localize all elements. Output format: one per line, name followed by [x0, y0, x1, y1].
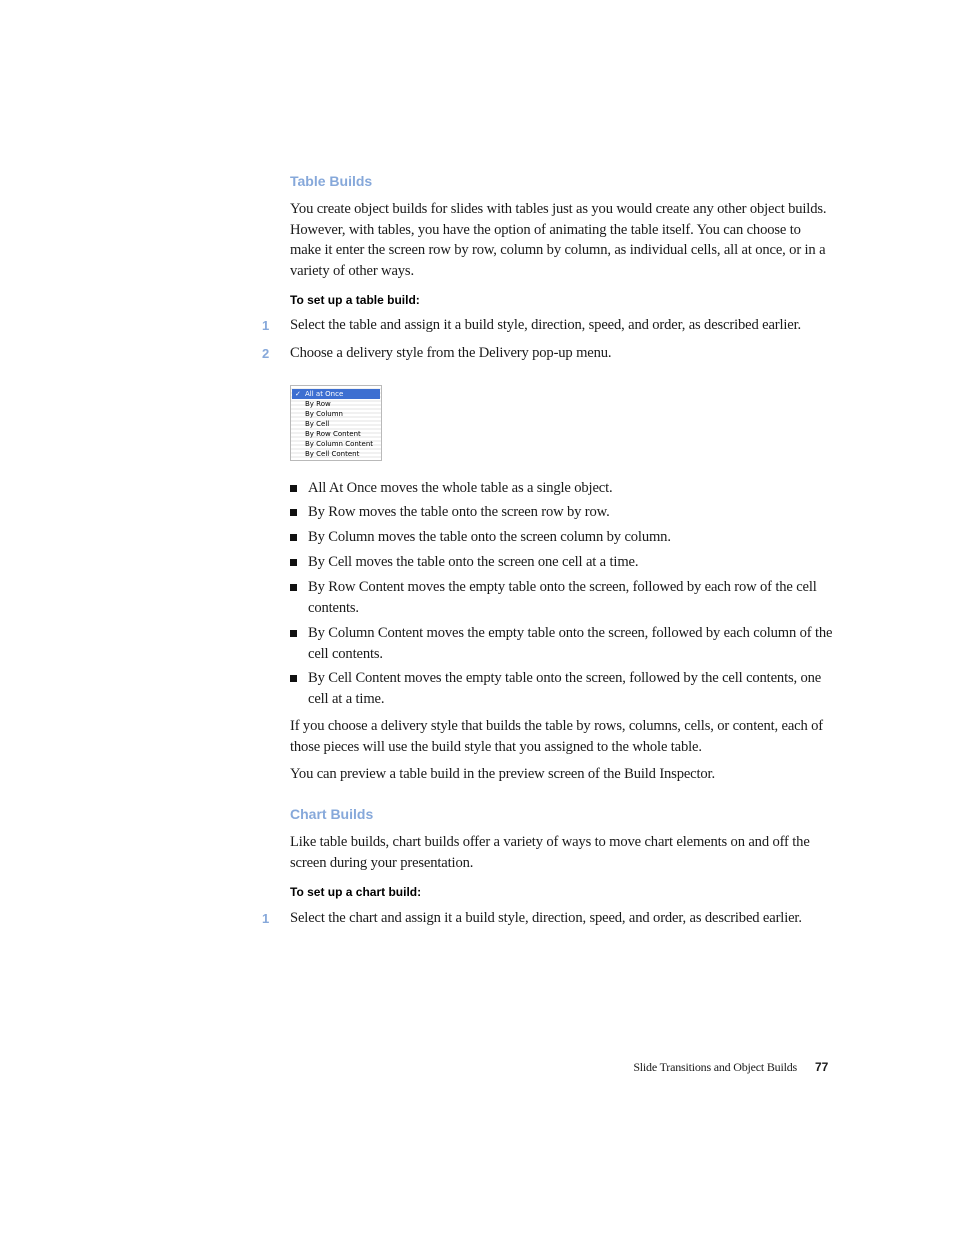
menu-item-by-row-content	[292, 429, 380, 439]
list-item: By Row Content moves the empty table onto the screen, followed by each row of the cell contents.	[308, 579, 817, 616]
chart-builds-intro: Like table builds, chart builds offer a variety of ways to move chart elements on and off the screen during your presentation.	[290, 834, 810, 871]
menu-item-label: By Cell	[305, 420, 330, 428]
menu-item-label: By Column	[305, 410, 343, 418]
chart-step-number-1: 1	[262, 911, 270, 926]
step-text-2: Choose a delivery style from the Delivery pop-up menu.	[290, 345, 612, 361]
bullet-icon	[290, 485, 297, 492]
footer-section-title: Slide Transitions and Object Builds	[633, 1060, 797, 1074]
menu-item-label: By Column Content	[305, 440, 374, 448]
bullet-icon	[290, 584, 297, 591]
page-number: 77	[815, 1060, 829, 1074]
chart-builds-heading: Chart Builds	[290, 806, 374, 822]
list-item: By Column moves the table onto the screen column by column.	[308, 529, 671, 545]
list-item: By Cell Content moves the empty table onto the screen, followed by the cell contents, one cell at a time.	[308, 670, 822, 707]
menu-item-label: By Row Content	[305, 430, 361, 438]
table-builds-intro: You create object builds for slides with tables just as you would create any other object builds. However, with tables, you have the option of animating the table itself. You can choose to make it enter the screen row by row, column by column, as individual cells, all at once, or in a variety of other ways.	[290, 201, 827, 279]
step-number-1: 1	[262, 318, 270, 333]
menu-item-all-at-once	[292, 389, 380, 399]
list-item: All At Once moves the whole table as a single object.	[308, 480, 613, 496]
chart-build-subhead: To set up a chart build:	[290, 885, 422, 899]
bullet-icon	[290, 534, 297, 541]
menu-item-by-column-content	[292, 439, 380, 449]
list-item: By Cell moves the table onto the screen one cell at a time.	[308, 554, 639, 570]
bullet-icon	[290, 559, 297, 566]
menu-item-label: By Row	[305, 400, 331, 408]
menu-item-by-column	[292, 409, 380, 419]
delivery-style-paragraph: If you choose a delivery style that builds the table by rows, columns, cells, or content, each of those pieces will use the build style that you assigned to the whole table.	[290, 718, 823, 755]
delivery-popup-menu	[290, 385, 382, 461]
bullet-icon	[290, 630, 297, 637]
bullet-icon	[290, 675, 297, 682]
table-build-subhead: To set up a table build:	[290, 293, 420, 307]
preview-paragraph: You can preview a table build in the preview screen of the Build Inspector.	[290, 766, 715, 782]
checkmark-icon: ✓	[295, 390, 301, 398]
chart-step-text-1: Select the chart and assign it a build style, direction, speed, and order, as described earlier.	[290, 910, 802, 926]
menu-item-by-row	[292, 399, 380, 409]
list-item: By Column Content moves the empty table onto the screen, followed by each column of the cell contents.	[308, 625, 833, 662]
bullet-icon	[290, 509, 297, 516]
list-item: By Row moves the table onto the screen row by row.	[308, 504, 610, 520]
menu-item-label: All at Once	[305, 390, 344, 398]
step-text-1: Select the table and assign it a build style, direction, speed, and order, as described earlier.	[290, 317, 802, 333]
menu-item-by-cell	[292, 419, 380, 429]
table-builds-heading: Table Builds	[290, 173, 373, 189]
menu-item-by-cell-content	[292, 449, 380, 459]
step-number-2: 2	[262, 346, 270, 361]
menu-item-label: By Cell Content	[305, 450, 360, 458]
